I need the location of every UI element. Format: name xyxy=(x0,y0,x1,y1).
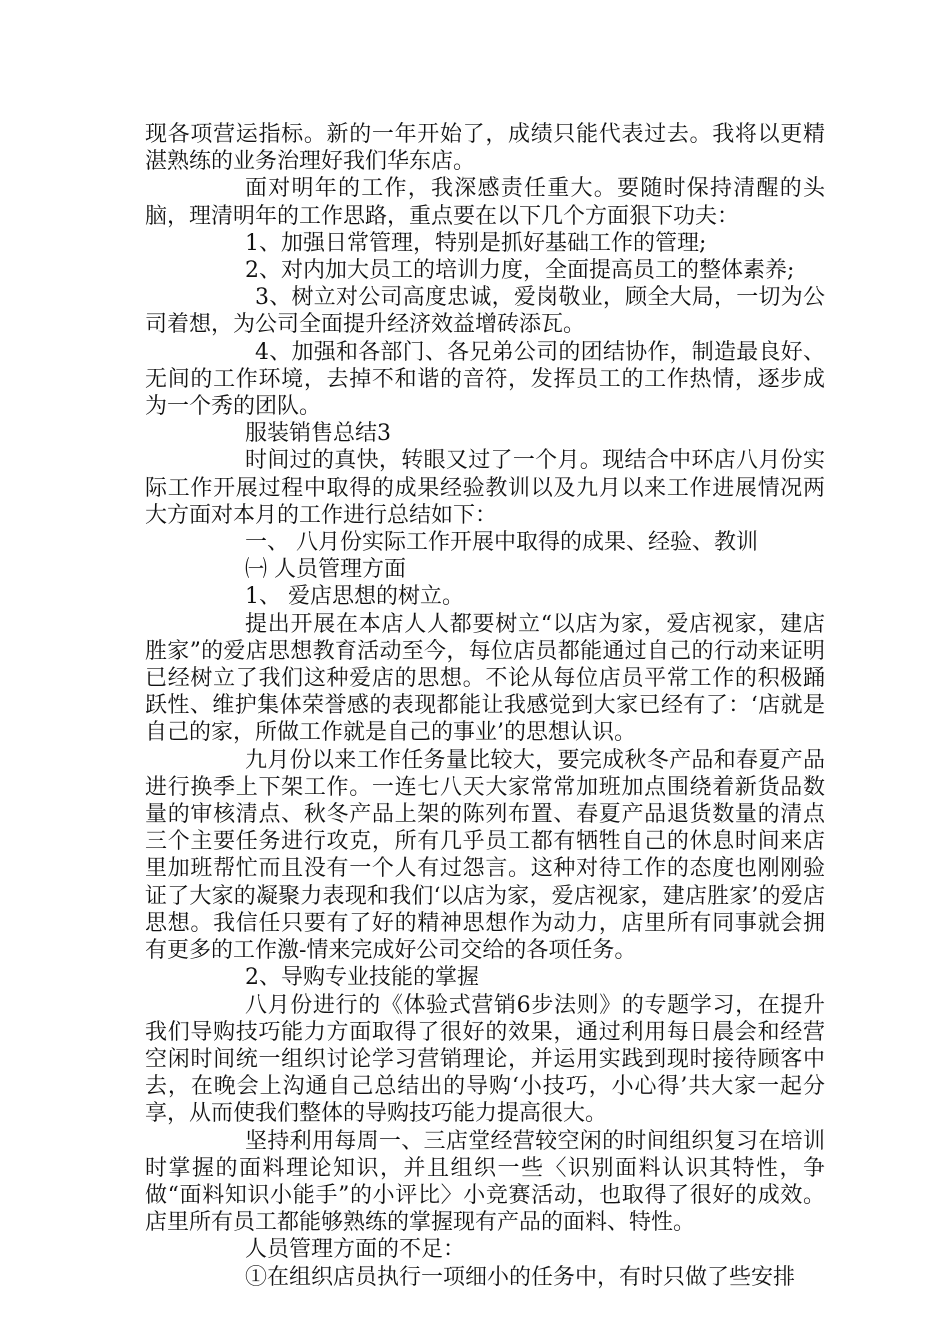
subsection-heading: 2、导购专业技能的掌握 xyxy=(245,965,479,991)
paragraph: 面对明年的工作，我深感责任重大。要随时保持清醒的头脑，理清明年的工作思路，重点要在以下几个方面狠下功夫： xyxy=(145,176,825,229)
list-item: 4、加强和各部门、各兄弟公司的团结协作，制造最良好、无间的工作环境，去掉不和谐的音符，发挥员工的工作热情，逐步成为一个秀的团队。 xyxy=(145,339,825,420)
body-text xyxy=(145,121,825,1291)
section-heading: 一、 八月份实际工作开展中取得的成果、经验、教训 xyxy=(245,530,758,556)
paragraph: 时间过的真快，转眼又过了一个月。现结合中环店八月份实际工作开展过程中取得的成果经验教训以及九月以来工作进展情况两大方面对本月的工作进行总结如下： xyxy=(145,448,825,528)
paragraph: 提出开展在本店人人都要树立“以店为家，爱店视家，建店胜家”的爱店思想教育活动至今，每位店员都能通过自己的行动来证明已经树立了我们这种爱店的思想。不论从每位店员平常工作的积极踊跃性、维护集体荣誉感的表现都能让我感觉到大家已经有了：‘店就是自己的家，所做工作就是自己的事业’的思想认识。 xyxy=(145,611,825,746)
list-item: 2、对内加大员工的培训力度，全面提高员工的整体素养; xyxy=(245,258,795,284)
paragraph: ①在组织店员执行一项细小的任务中，有时只做了些安排 xyxy=(245,1264,796,1290)
subsection-heading: ㈠ 人员管理方面 xyxy=(245,557,406,583)
list-item: 3、树立对公司高度忠诚，爱岗敬业，顾全大局，一切为公司着想，为公司全面提升经济效益增砖添瓦。 xyxy=(145,285,825,338)
subsection-heading: 人员管理方面的不足： xyxy=(245,1237,466,1263)
subsection-heading: 1、 爱店思想的树立。 xyxy=(245,584,464,610)
paragraph: 坚持利用每周一、三店堂经营较空闲的时间组织复习在培训时掌握的面料理论知识，并且组织一些〈识别面料认识其特性，争做“面料知识小能手”的小评比〉小竞赛活动，也取得了很好的成效。店里所有员工都能够熟练的掌握现有产品的面料、特性。 xyxy=(145,1128,825,1236)
paragraph: 九月份以来工作任务量比较大，要完成秋冬产品和春夏产品进行换季上下架工作。一连七八天大家常常加班加点围绕着新货品数量的审核清点、秋冬产品上架的陈列布置、春夏产品退货数量的清点三个主要任务进行攻克，所有几乎员工都有牺牲自己的休息时间来店里加班帮忙而且没有一个人有过怨言。这种对待工作的态度也刚刚验证了大家的凝聚力表现和我们‘以店为家，爱店视家，建店胜家’的爱店思想。我信任只要有了好的精神思想作为动力，店里所有同事就会拥有更多的工作激-情来完成好公司交给的各项任务。 xyxy=(145,747,825,964)
paragraph: 八月份进行的《体验式营销6步法则》的专题学习，在提升我们导购技巧能力方面取得了很好的效果，通过利用每日晨会和经营空闲时间统一组织讨论学习营销理论，并运用实践到现时接待顾客中去，在晚会上沟通自己总结出的导购‘小技巧，小心得’共大家一起分享，从而使我们整体的导购技巧能力提高很大。 xyxy=(145,992,825,1127)
list-item: 1、加强日常管理，特别是抓好基础工作的管理; xyxy=(245,230,707,256)
section-heading: 服装销售总结3 xyxy=(245,421,391,447)
paragraph: 现各项营运指标。新的一年开始了，成绩只能代表过去。我将以更精湛熟练的业务治理好我们华东店。 xyxy=(145,122,825,175)
